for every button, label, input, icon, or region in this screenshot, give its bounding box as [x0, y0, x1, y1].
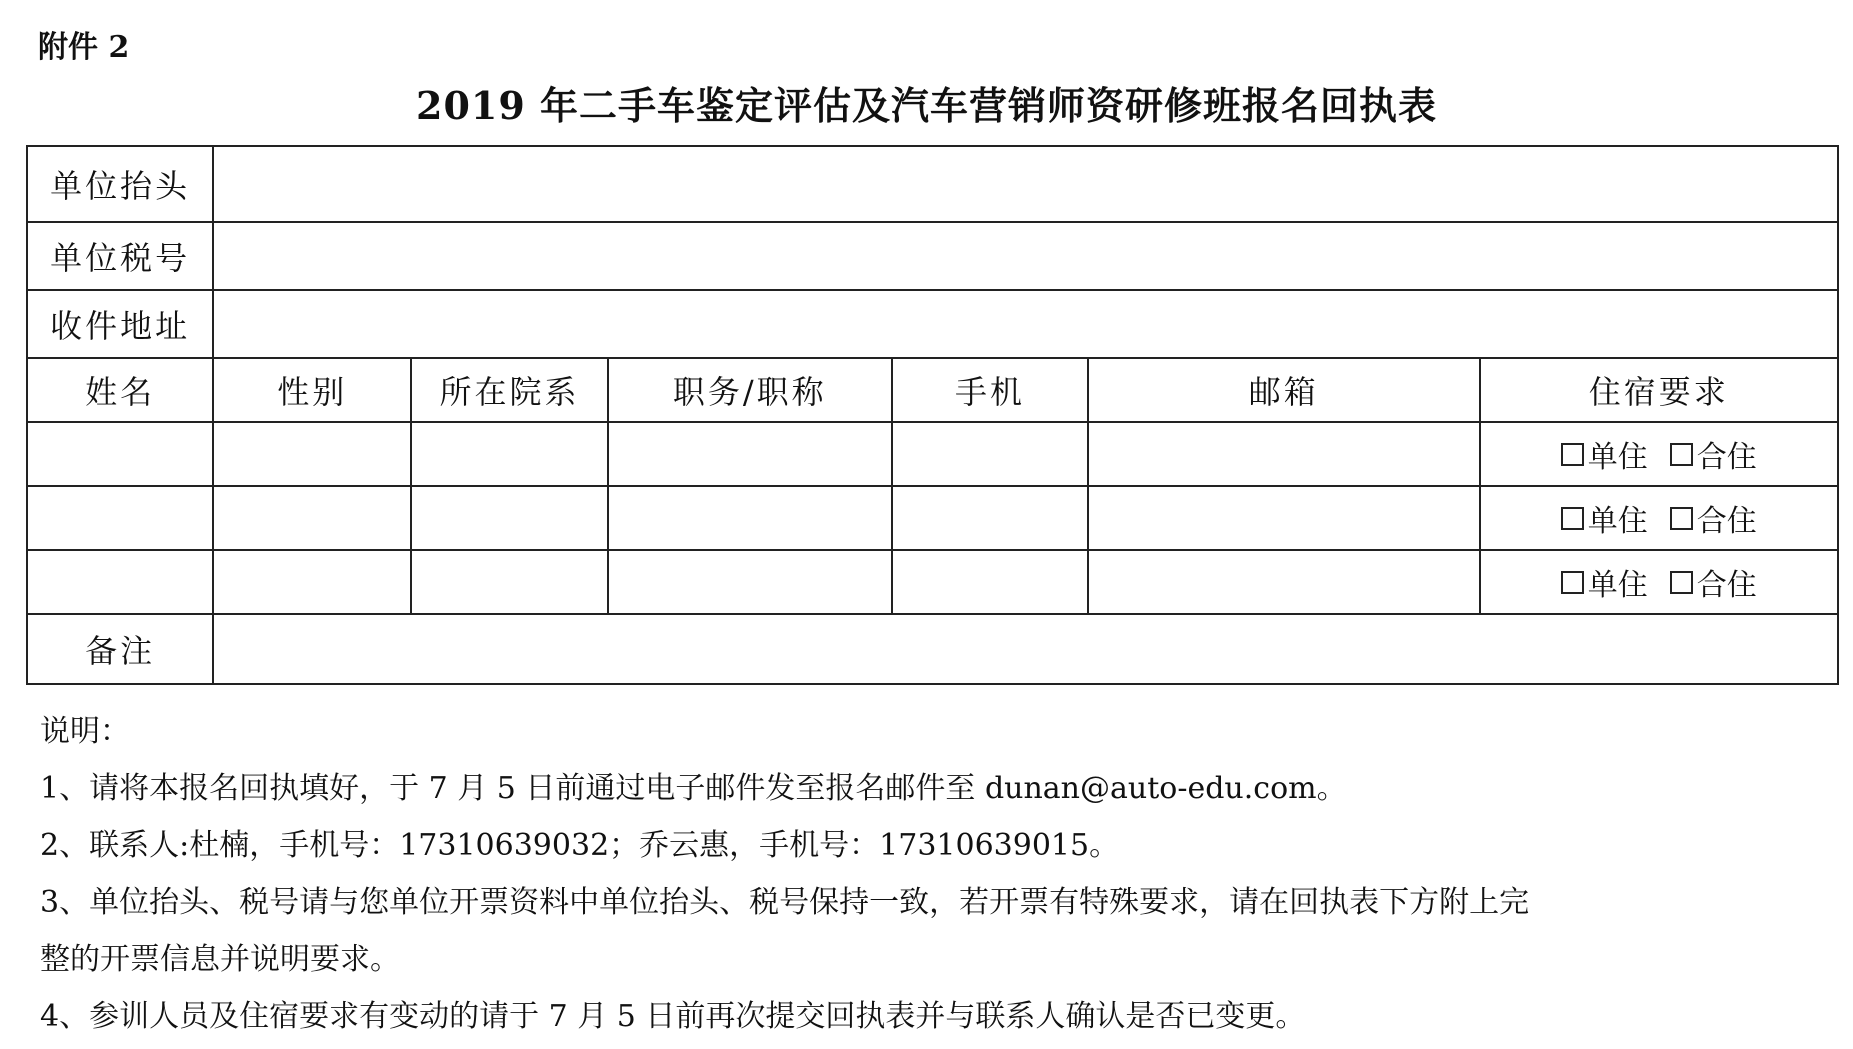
tax-id-field[interactable] — [213, 222, 1838, 290]
lodging-shared-option[interactable] — [1670, 560, 1757, 604]
lodging-single-option[interactable] — [1561, 432, 1648, 476]
registration-form-table — [26, 145, 1839, 685]
position-cell[interactable] — [608, 486, 892, 550]
department-cell[interactable] — [411, 550, 607, 614]
lodging-cell — [1480, 422, 1838, 486]
mobile-cell[interactable] — [892, 486, 1088, 550]
name-cell[interactable] — [27, 550, 213, 614]
form-row-remark — [27, 614, 1838, 684]
position-cell[interactable] — [608, 550, 892, 614]
column-header-department: 所在院系 — [411, 358, 607, 422]
form-row-address — [27, 290, 1838, 358]
form-row-tax-id — [27, 222, 1838, 290]
instructions — [40, 703, 1820, 1045]
lodging-single-label: 单住 — [1587, 440, 1648, 475]
table-row — [27, 550, 1838, 614]
column-header-lodging: 住宿要求 — [1480, 358, 1838, 422]
table-row — [27, 486, 1838, 550]
checkbox-icon[interactable] — [1561, 507, 1584, 530]
lodging-shared-label: 合住 — [1696, 504, 1757, 539]
department-cell[interactable] — [411, 422, 607, 486]
email-cell[interactable] — [1088, 422, 1479, 486]
tax-id-label: 单位税号 — [27, 222, 213, 290]
department-cell[interactable] — [411, 486, 607, 550]
page-title: 2019 年二手车鉴定评估及汽车营销师资研修班报名回执表 — [416, 83, 1437, 128]
lodging-single-option[interactable] — [1561, 560, 1648, 604]
lodging-shared-label: 合住 — [1696, 568, 1757, 603]
company-title-field[interactable] — [213, 146, 1838, 222]
column-header-mobile: 手机 — [892, 358, 1088, 422]
email-cell[interactable] — [1088, 486, 1479, 550]
lodging-single-option[interactable] — [1561, 496, 1648, 540]
column-header-position: 职务/职称 — [608, 358, 892, 422]
remark-field[interactable] — [213, 614, 1838, 684]
checkbox-icon[interactable] — [1670, 443, 1693, 466]
column-header-row — [27, 358, 1838, 422]
position-cell[interactable] — [608, 422, 892, 486]
instruction-item: 整的开票信息并说明要求。 — [40, 942, 400, 977]
lodging-shared-option[interactable] — [1670, 432, 1757, 476]
column-header-name: 姓名 — [27, 358, 213, 422]
lodging-single-label: 单住 — [1587, 568, 1648, 603]
email-cell[interactable] — [1088, 550, 1479, 614]
lodging-single-label: 单住 — [1587, 504, 1648, 539]
table-row — [27, 422, 1838, 486]
instructions-heading: 说明： — [40, 714, 130, 749]
lodging-shared-option[interactable] — [1670, 496, 1757, 540]
checkbox-icon[interactable] — [1670, 571, 1693, 594]
gender-cell[interactable] — [213, 550, 411, 614]
form-row-company-title — [27, 146, 1838, 222]
instruction-item: 1、请将本报名回执填好，于 7 月 5 日前通过电子邮件发至报名邮件至 dunan@auto-edu.com。 — [40, 771, 1347, 806]
mobile-cell[interactable] — [892, 550, 1088, 614]
instruction-item: 4、参训人员及住宿要求有变动的请于 7 月 5 日前再次提交回执表并与联系人确认是否已变更。 — [40, 999, 1306, 1034]
column-header-gender: 性别 — [213, 358, 411, 422]
checkbox-icon[interactable] — [1670, 507, 1693, 530]
gender-cell[interactable] — [213, 486, 411, 550]
address-label: 收件地址 — [27, 290, 213, 358]
name-cell[interactable] — [27, 486, 213, 550]
remark-label: 备注 — [27, 614, 213, 684]
lodging-cell — [1480, 550, 1838, 614]
gender-cell[interactable] — [213, 422, 411, 486]
address-field[interactable] — [213, 290, 1838, 358]
attachment-label: 附件 2 — [38, 30, 130, 65]
lodging-shared-label: 合住 — [1696, 440, 1757, 475]
name-cell[interactable] — [27, 422, 213, 486]
mobile-cell[interactable] — [892, 422, 1088, 486]
lodging-cell — [1480, 486, 1838, 550]
checkbox-icon[interactable] — [1561, 443, 1584, 466]
instruction-item: 2、联系人:杜楠，手机号：17310639032；乔云惠，手机号：17310639015。 — [40, 828, 1120, 863]
checkbox-icon[interactable] — [1561, 571, 1584, 594]
company-title-label: 单位抬头 — [27, 146, 213, 222]
column-header-email: 邮箱 — [1088, 358, 1479, 422]
instruction-item: 3、单位抬头、税号请与您单位开票资料中单位抬头、税号保持一致，若开票有特殊要求，请在回执表下方附上完 — [40, 885, 1530, 920]
